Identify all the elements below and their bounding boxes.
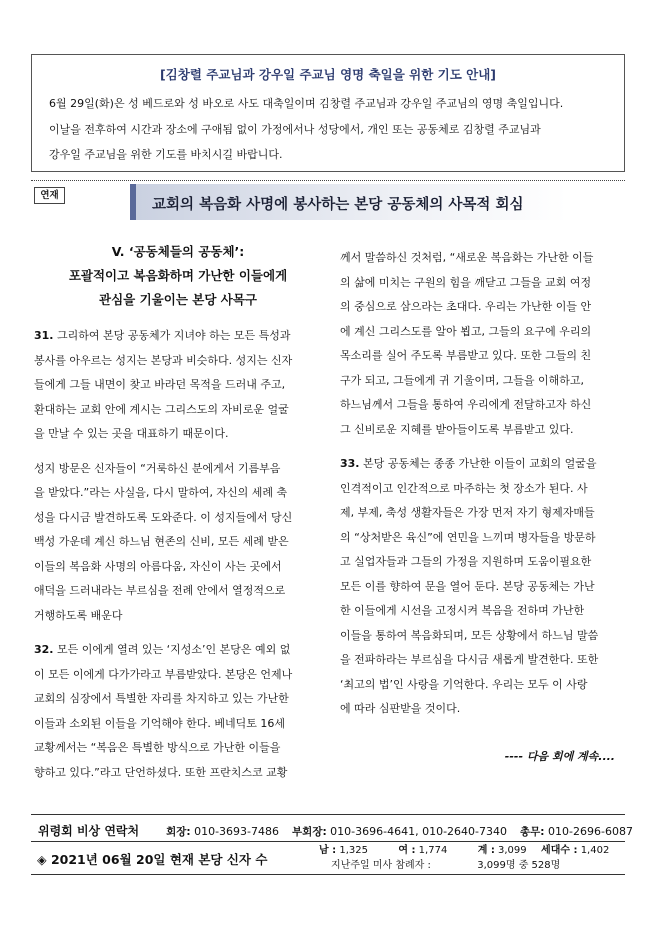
president-phone: 010-3693-7486 xyxy=(194,825,280,838)
attendance-row xyxy=(331,859,560,872)
attendance-label: 지난주일 미사 참례자 : xyxy=(331,860,431,871)
paragraph-32-cont-line: 의 삶에 미치는 구원의 힘을 깨닫고 그들을 교회 여정 xyxy=(340,275,592,289)
secretary-phone: 010-2696-6087 xyxy=(548,825,633,838)
paragraph-33-line: 이들을 통하여 복음화되며, 모든 상황에서 하느님 말씀 xyxy=(340,628,599,642)
footer-top-rule xyxy=(31,814,625,815)
paragraph-32-cont-line: 그 신비로운 지혜를 받아들이도록 부름받고 있다. xyxy=(340,422,574,436)
paragraph-31-line: 을 만날 수 있는 곳을 대표하기 때문이다. xyxy=(34,427,229,440)
section-heading-2: 포괄적이고 복음화하며 가난한 이들에게 xyxy=(68,268,288,283)
paragraph-33-line: 을 전파하라는 부르심을 다시금 새롭게 발견한다. 또한 xyxy=(340,653,599,666)
notice-line-1: 6월 29일(화)은 성 베드로와 성 바오로 사도 대축일이며 김창렬 주교님과 강우일 주교님의 영명 축일입니다. xyxy=(49,97,564,110)
paragraph-pilgrim-line: 이들의 복음화 사명의 아름다움, 자신이 사는 곳에서 xyxy=(34,559,282,573)
notice-line-2: 이날을 전후하여 시간과 장소에 구애됨 없이 가정에서나 성당에서, 개인 또는 공동체로 김창렬 주교님과 xyxy=(49,123,541,136)
households-count: 1,402 xyxy=(580,845,610,856)
paragraph-pilgrim-line: 애덕을 드러내라는 부르심을 전례 안에서 열정적으로 xyxy=(34,584,286,597)
total-label: 계 : xyxy=(477,845,495,856)
section-heading-3: 관심을 기울이는 본당 사목구 xyxy=(99,292,257,307)
paragraph-32-cont-line: 목소리를 실어 주도록 부름받고 있다. 또한 그들의 친 xyxy=(340,349,592,362)
right-column xyxy=(340,246,626,722)
banner-accent-bar xyxy=(130,184,136,220)
paragraph-32-line: 32. 모든 이에게 열려 있는 ‘지성소’인 본당은 예외 없 xyxy=(34,643,291,656)
paragraph-pilgrim-line: 백성 가운데 계신 하느님 현존의 신비, 모든 세례 받은 xyxy=(34,535,289,548)
prayer-notice-box xyxy=(31,54,625,172)
count-title: ◈ 2021년 06월 20일 현재 본당 신자 수 xyxy=(37,852,268,867)
paragraph-32-cont-line: 구가 되고, 그들에게 귀 기울이며, 그들을 이해하고, xyxy=(340,373,584,387)
paragraph-number: 32. xyxy=(34,643,54,656)
paragraph-33-line: 에 따라 심판받을 것이다. xyxy=(340,702,461,715)
continued-note: ---- 다음 회에 계속.... xyxy=(504,750,615,763)
vice-president-label: 부회장: xyxy=(292,826,327,838)
president-label: 회장: xyxy=(166,826,191,838)
paragraph-number: 33. xyxy=(340,457,360,470)
paragraph-32-cont-line: 의 중심으로 삼으라는 초대다. 우리는 가난한 이들 안 xyxy=(340,300,592,313)
count-stats-row xyxy=(319,844,609,857)
paragraph-32-line: 이들과 소외된 이들을 기억해야 한다. 베네딕토 16세 xyxy=(34,716,285,730)
contact-title: 위령회 비상 연락처 xyxy=(38,824,140,838)
paragraph-32-line: 교황께서는 “복음은 특별한 방식으로 가난한 이들을 xyxy=(34,741,281,754)
spacer xyxy=(34,447,320,457)
paragraph-31-line: 봉사를 아우르는 성지는 본당과 비슷하다. 성지는 신자 xyxy=(34,353,293,367)
spacer xyxy=(34,628,320,638)
paragraph-pilgrim-line: 성을 다시금 발견하도록 도와준다. 이 성지들에서 당신 xyxy=(34,510,293,524)
left-column xyxy=(34,324,320,785)
male-count: 1,325 xyxy=(339,845,368,856)
notice-title: [김창렬 주교님과 강우일 주교님 영명 축일을 위한 기도 안내] xyxy=(159,67,497,82)
paragraph-pilgrim-line: 성지 방문은 신자들이 “거룩하신 분에게서 기름부음 xyxy=(34,461,281,475)
spacer xyxy=(340,442,626,452)
total-count: 3,099 xyxy=(498,845,527,856)
parishioner-count xyxy=(31,844,625,872)
paragraph-32-cont-line: 에 계신 그리스도를 알아 뵙고, 그들의 요구에 우리의 xyxy=(340,324,592,338)
footer-bottom-rule xyxy=(31,874,625,875)
female-count: 1,774 xyxy=(418,845,448,856)
households-label: 세대수 : xyxy=(541,845,578,856)
paragraph-number: 31. xyxy=(34,329,54,342)
paragraph-32-line: 이 모든 이에게 다가가라고 부름받았다. 본당은 언제나 xyxy=(34,667,293,681)
paragraph-32-cont-line: 하느님께서 그들을 통하여 우리에게 전달하고자 하신 xyxy=(340,398,592,411)
female-label: 여 : xyxy=(398,845,416,856)
paragraph-33-line: 한 이들에게 시선을 고정시켜 복음을 전하며 가난한 xyxy=(340,604,585,617)
paragraph-33-line: 의 “상처받은 육신”에 연민을 느끼며 병자들을 방문하 xyxy=(340,530,596,544)
paragraph-31-line: 31. 그리하여 본당 공동체가 지녀야 하는 모든 특성과 xyxy=(34,329,291,342)
divider xyxy=(31,180,625,181)
paragraph-33-line: 고 실업자들과 그들의 가정을 지원하며 도움이필요한 xyxy=(340,555,592,568)
notice-line-3: 강우일 주교님을 위한 기도를 바치시길 바랍니다. xyxy=(49,148,283,161)
paragraph-33-line: ‘최고의 법’인 사랑을 기억한다. 우리는 모두 이 사랑 xyxy=(340,677,588,691)
male-label: 남 : xyxy=(319,845,337,856)
paragraph-33-line: 제, 부제, 축성 생활자들은 가장 먼저 자기 형제자매들 xyxy=(340,506,595,519)
paragraph-32-line: 향하고 있다.”라고 단언하셨다. 또한 프란치스코 교황 xyxy=(34,765,288,779)
emergency-contact xyxy=(38,822,633,839)
footer-mid-rule xyxy=(31,841,625,842)
paragraph-31-line: 들에게 그들 내면이 찾고 바라던 목적을 드러내 주고, xyxy=(34,378,286,391)
paragraph-33-line: 모든 이를 향하여 문을 열어 둔다. 본당 공동체는 가난 xyxy=(340,579,595,593)
section-heading-1: V. ‘공동체들의 공동체’: xyxy=(111,244,245,259)
paragraph-33-line: 33. 본당 공동체는 종종 가난한 이들이 교회의 얼굴을 xyxy=(340,457,597,470)
paragraph-pilgrim-line: 거행하도록 배운다 xyxy=(34,608,123,622)
vice-president-phones: 010-3696-4641, 010-2640-7340 xyxy=(330,825,508,838)
secretary-label: 총무: xyxy=(520,826,545,838)
series-title: 교회의 복음화 사명에 봉사하는 본당 공동체의 사목적 회심 xyxy=(152,197,524,213)
paragraph-pilgrim-line: 을 받았다.”라는 사실을, 다시 말하여, 자신의 세례 축 xyxy=(34,486,288,499)
paragraph-31-line: 환대하는 교회 안에 계시는 그리스도의 자비로운 얼굴 xyxy=(34,402,289,416)
paragraph-33-line: 인격적이고 인간적으로 마주하는 첫 장소가 된다. 사 xyxy=(340,481,588,495)
series-tag: 연재 xyxy=(34,187,65,204)
paragraph-32-cont-line: 께서 말씀하신 것처럼, “새로운 복음화는 가난한 이들 xyxy=(340,251,594,264)
attendance-value: 3,099명 중 528명 xyxy=(477,860,561,871)
paragraph-32-line: 교회의 심장에서 특별한 자리를 차지하고 있는 가난한 xyxy=(34,692,289,705)
series-banner xyxy=(130,184,567,220)
